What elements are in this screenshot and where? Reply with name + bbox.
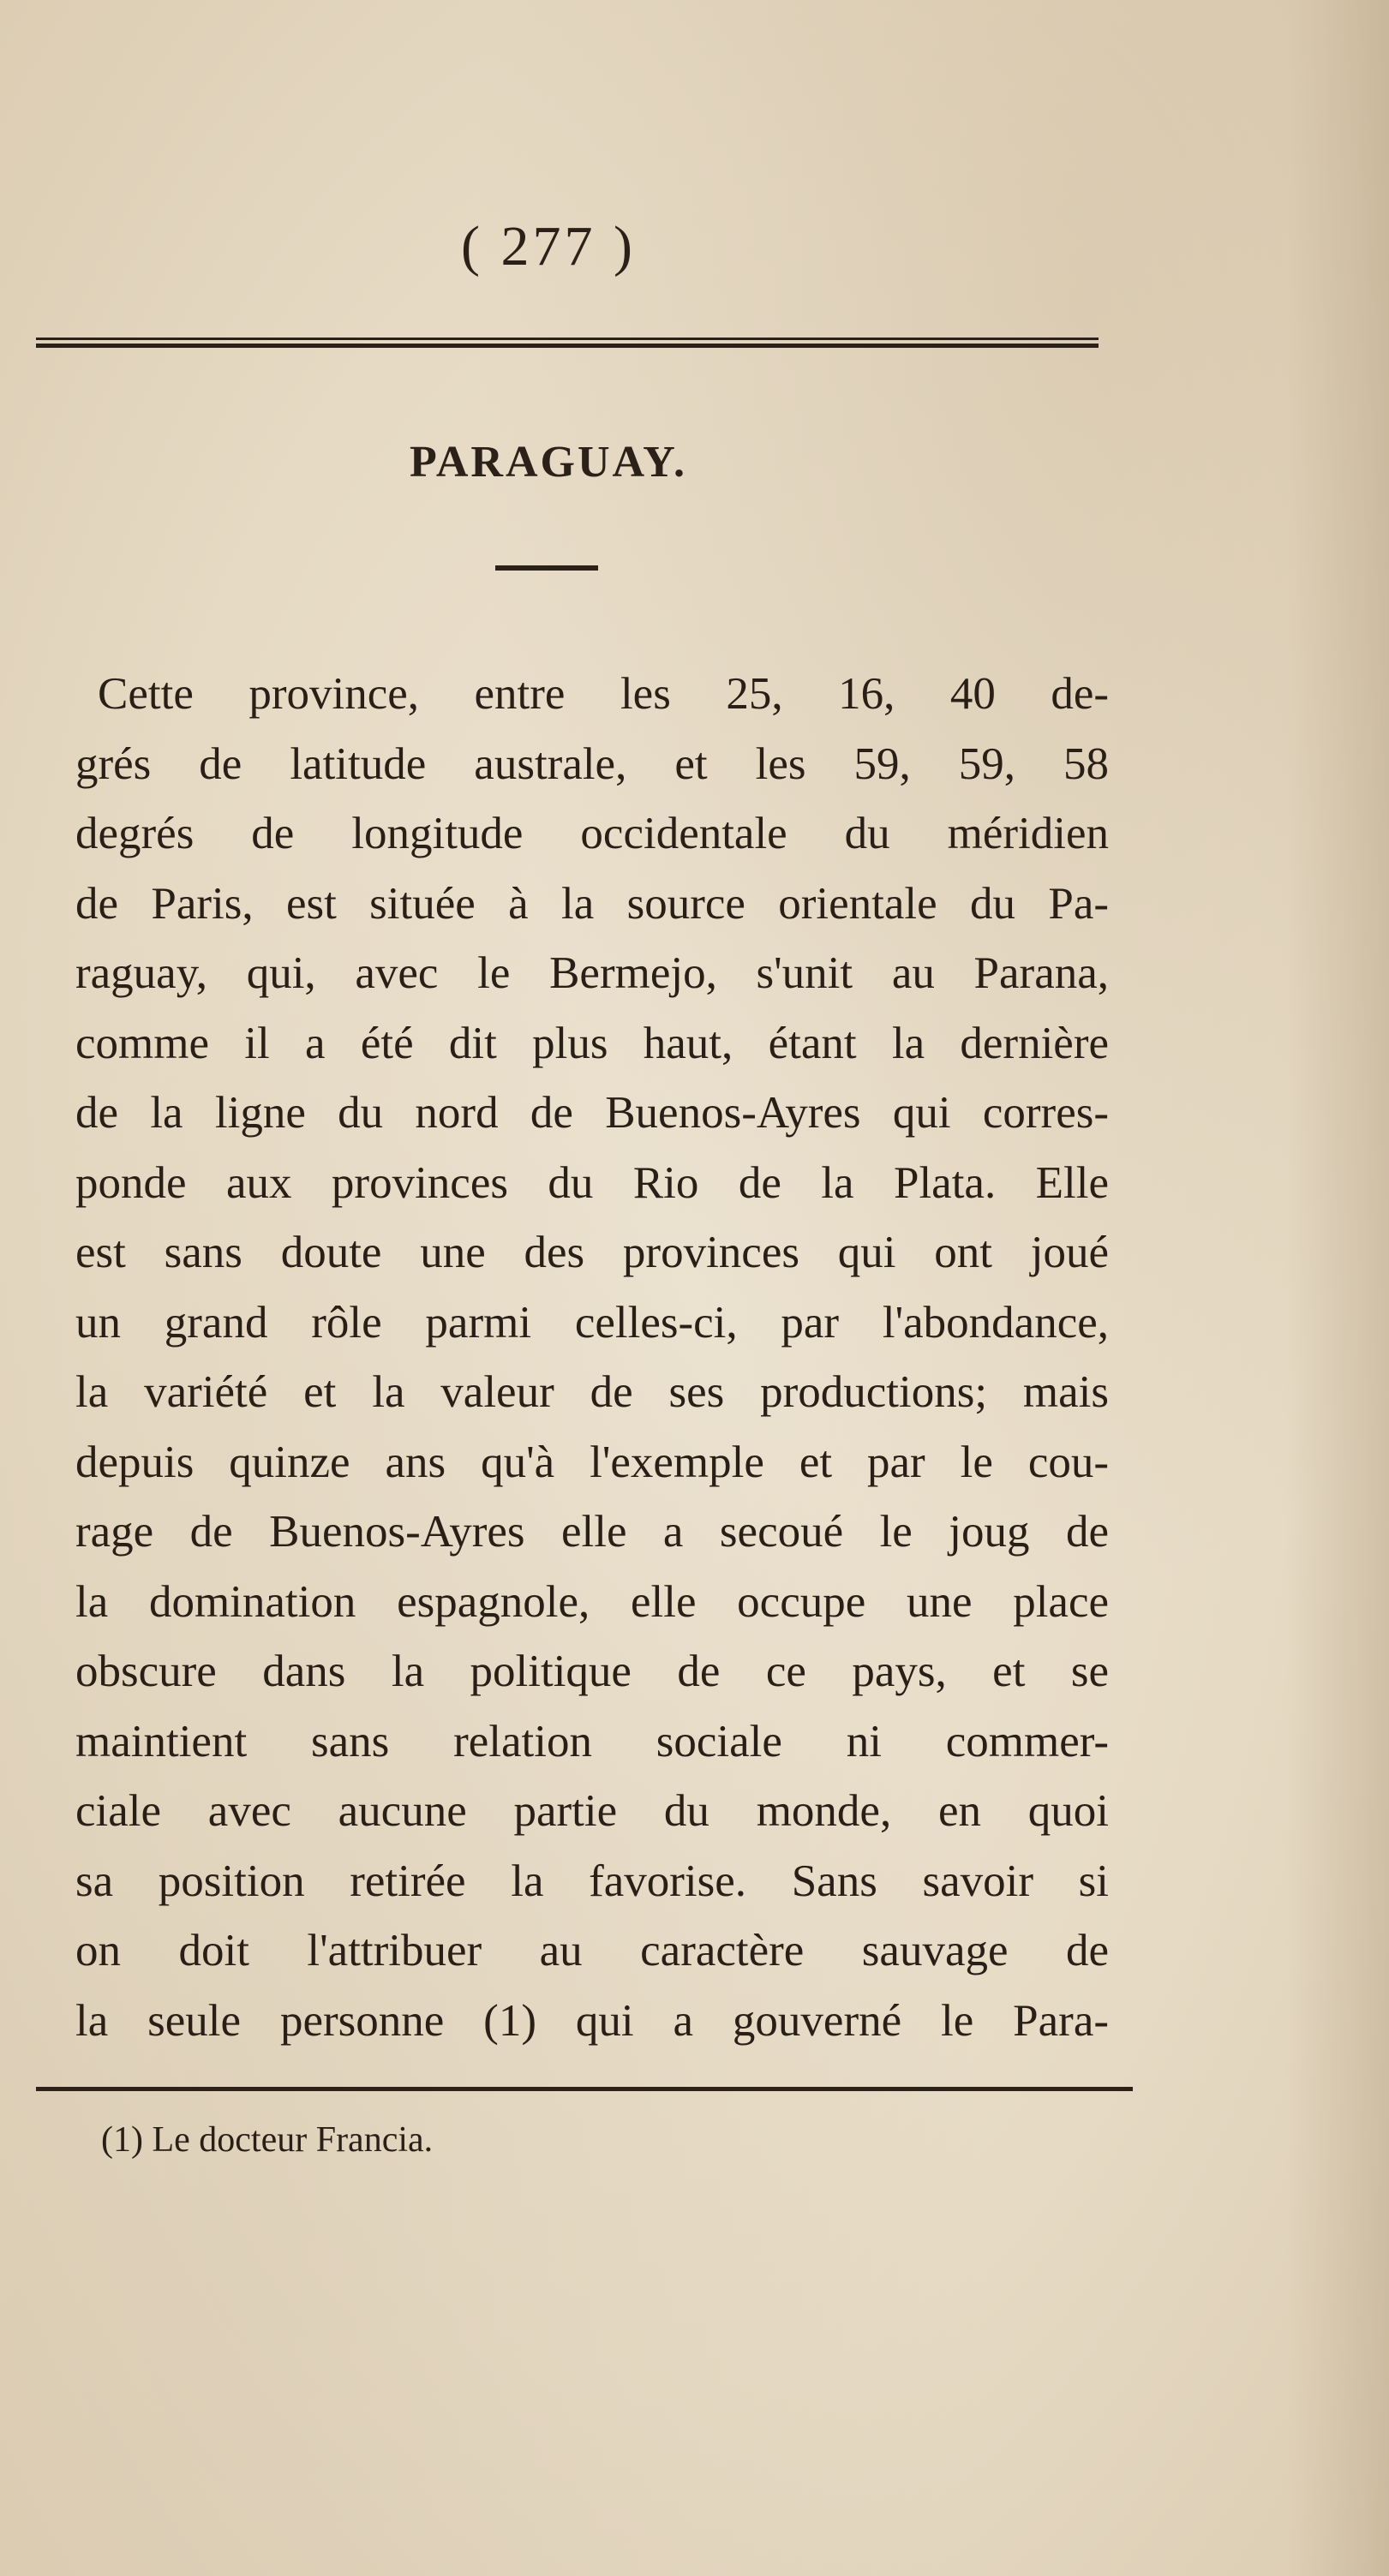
- body-line: on doit l'attribuer au caractère sauvage de: [75, 1926, 1109, 1975]
- body-line: comme il a été dit plus haut, étant la dernière: [75, 1018, 1109, 1068]
- body-line: obscure dans la politique de ce pays, et se: [75, 1647, 1109, 1696]
- body-line: Cette province, entre les 25, 16, 40 de-: [98, 669, 1109, 719]
- footnote: (1) Le docteur Francia.: [101, 2120, 434, 2160]
- body-line: rage de Buenos-Ayres elle a secoué le joug de: [75, 1507, 1109, 1557]
- body-line: raguay, qui, avec le Bermejo, s'unit au Parana,: [75, 948, 1109, 998]
- body-line: grés de latitude australe, et les 59, 59, 58: [75, 738, 1109, 789]
- footnote-rule: [36, 2087, 1133, 2091]
- body-line: la seule personne (1) qui a gouverné le Para-: [75, 1995, 1109, 2046]
- body-line: est sans doute une des provinces qui ont joué: [75, 1228, 1109, 1277]
- body-line: un grand rôle parmi celles-ci, par l'abondance,: [75, 1297, 1109, 1348]
- body-line: la variété et la valeur de ses productions; mais: [75, 1367, 1109, 1417]
- body-line: degrés de longitude occidentale du méridien: [75, 809, 1109, 858]
- body-line: la domination espagnole, elle occupe une place: [75, 1576, 1109, 1627]
- body-line: de Paris, est située à la source orientale du Pa-: [75, 878, 1109, 929]
- body-line: de la ligne du nord de Buenos-Ayres qui corres-: [75, 1088, 1109, 1138]
- body-line: ciale avec aucune partie du monde, en quoi: [75, 1786, 1109, 1836]
- body-line: maintient sans relation sociale ni commer-: [75, 1716, 1109, 1766]
- header-double-rule: [36, 338, 1099, 348]
- body-paragraph: [75, 660, 1109, 2056]
- page-number: ( 277 ): [461, 215, 636, 278]
- body-line: sa position retirée la favorise. Sans savoir si: [75, 1856, 1109, 1906]
- body-line: ponde aux provinces du Rio de la Plata. Elle: [75, 1157, 1109, 1208]
- title-short-rule: [495, 565, 598, 571]
- section-title: PARAGUAY.: [409, 438, 688, 487]
- body-line: depuis quinze ans qu'à l'exemple et par le cou-: [75, 1437, 1109, 1487]
